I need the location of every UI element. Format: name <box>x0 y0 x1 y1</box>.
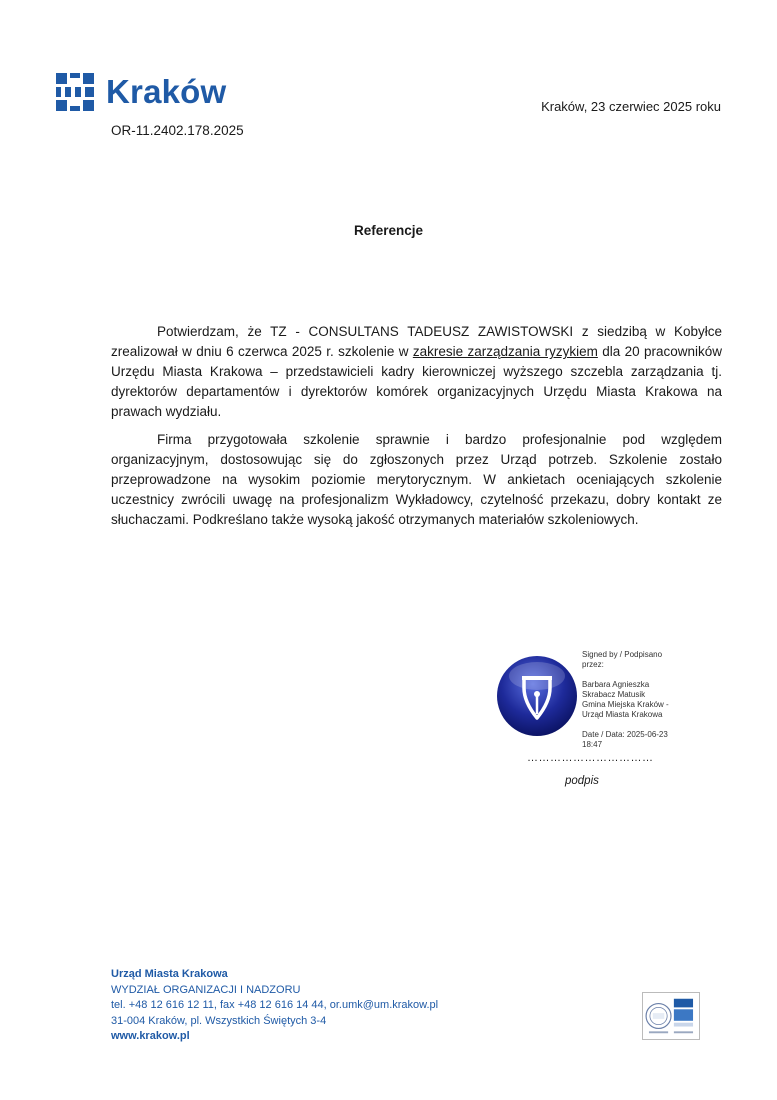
footer-office: Urząd Miasta Krakowa <box>111 968 228 980</box>
document-title: Referencje <box>353 223 424 238</box>
paragraph-1 <box>111 322 722 422</box>
signature-time: 18:47 <box>582 740 603 749</box>
footer <box>111 967 438 1045</box>
logo-text: Kraków <box>106 73 227 110</box>
footer-address: 31-004 Kraków, pl. Wszystkich Świętych 3-4 <box>111 1014 327 1027</box>
signer-org-1: Gmina Miejska Kraków - <box>582 700 669 709</box>
digital-signature <box>496 650 671 749</box>
paragraph-1-underlined: zakresie zarządzania ryzykiem <box>412 344 598 359</box>
signature-details <box>582 650 674 750</box>
paragraph-1-start: Potwierdzam, że TZ - CONSULTANS TADEUSZ ZAWISTOWSKI z siedzibą w Kobyłce zrealizował w dniu 6 czerwca 2025 r. szkolenie w <box>111 324 722 359</box>
signed-by-label-2: przez: <box>582 660 604 669</box>
signer-name-1: Barbara Agnieszka <box>582 680 650 689</box>
krakow-logo-icon <box>56 73 94 111</box>
signer-name-2: Skrabacz Matusik <box>582 690 646 699</box>
signed-by-label: Signed by / Podpisano <box>582 650 663 659</box>
footer-department: WYDZIAŁ ORGANIZACJI I NADZORU <box>111 983 301 996</box>
paragraph-2: Firma przygotowała szkolenie sprawnie i bardzo profesjonalnie pod względem organizacyjnym, dostosowując się do zgłoszonych przez Urząd potrzeb. Szkolenie zostało przeprowadzone na wysokim poziomie merytorycznym. W ankietach oceniających szkolenie uczestnicy zwrócili uwagę na profesjonalizm Wykładowcy, czytelność przekazu, dobry kontakt ze słuchaczami. Podkreślano także wysoką jakość otrzymanych materiałów szkoleniowych. <box>111 432 722 527</box>
certificate-badge-icon <box>642 992 700 1040</box>
letter-body <box>111 322 722 538</box>
reference-number: OR-11.2402.178.2025 <box>111 123 244 138</box>
fountain-pen-icon <box>496 654 578 738</box>
krakow-logo <box>56 72 226 112</box>
signer-org-2: Urząd Miasta Krakowa <box>582 710 663 719</box>
document-date: Kraków, 23 czerwiec 2025 roku <box>541 99 721 114</box>
signature-line: …………………………… <box>527 752 654 764</box>
paragraph-1-end: dla 20 pracowników Urzędu Miasta Krakowa – przedstawicieli kadry kierowniczej wyższego szczebla zarządzania tj. dyrektorów departamentów i dyrektorów komórek organizacyjnych Urzędu Miasta Krakowa na prawach wydziału. <box>111 344 723 419</box>
footer-contact: tel. +48 12 616 12 11, fax +48 12 616 14 44, or.umk@um.krakow.pl <box>111 999 439 1011</box>
signature-label: podpis <box>565 775 599 787</box>
signature-date: Date / Data: 2025-06-23 <box>582 730 668 739</box>
footer-website[interactable]: www.krakow.pl <box>111 1030 190 1042</box>
